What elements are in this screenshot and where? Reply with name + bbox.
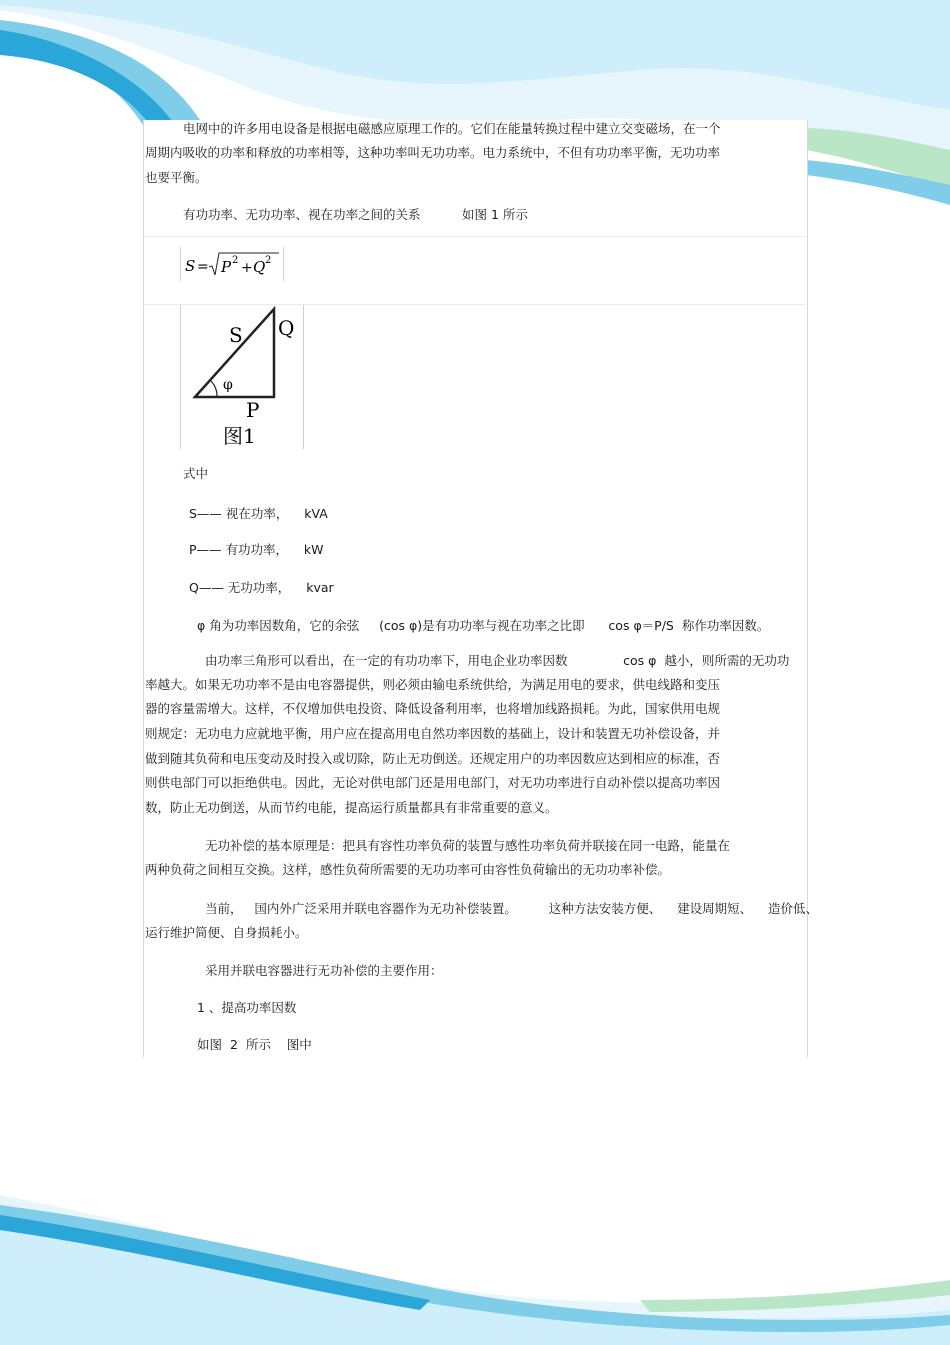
- divider: [143, 236, 806, 237]
- formula-equals: =: [197, 259, 209, 275]
- list-item: 1 、提高功率因数: [197, 1000, 297, 1015]
- label-q: Q: [278, 316, 295, 340]
- figure-caption: 图1: [223, 424, 256, 448]
- paragraph-line: 做到随其负荷和电压变动及时投入或切除，防止无功倒送。还规定用户的功率因数应达到相应的标准，否: [145, 751, 721, 766]
- formula-graphic: [181, 247, 283, 281]
- formula-plus: +: [241, 260, 253, 276]
- power-formula: [180, 247, 284, 281]
- paragraph-line: 则供电部门可以拒绝供电。因此，无论对供电部门还是用电部门，对无功功率进行自动补偿以提高功率因: [145, 775, 721, 790]
- figure-reference: 如图 2 所示 图中: [197, 1037, 312, 1052]
- formula-s: S: [185, 257, 196, 275]
- formula-p: P: [221, 258, 232, 276]
- phi-arc: [211, 381, 217, 397]
- label-phi: φ: [223, 377, 233, 393]
- paragraph-line: 周期内吸收的功率和释放的功率相等，这种功率叫无功功率。电力系统中，不但有功功率平衡，无功功率: [145, 145, 721, 160]
- power-factor-definition: φ 角为功率因数角，它的余弦 (cos φ)是有功功率与视在功率之比即 cos φ＝P/S 称作功率因数。: [197, 618, 770, 633]
- formula-exp-p: 2: [232, 255, 239, 266]
- paragraph-line: 率越大。如果无功功率不是由电容器提供，则必须由输电系统供给，为满足用电的要求，供电线路和变压: [145, 677, 721, 692]
- relation-text: 有功功率、无功功率、视在功率之间的关系: [183, 207, 421, 222]
- power-triangle-figure: [180, 305, 304, 449]
- paragraph-line: 电网中的许多用电设备是根据电磁感应原理工作的。它们在能量转换过程中建立交变磁场，在一个: [183, 121, 721, 136]
- paragraph-line: 器的容量需增大。这样，不仅增加供电投资、降低设备利用率，也将增加线路损耗。为此，国家供用电规: [145, 701, 721, 716]
- label-p: P: [246, 398, 260, 422]
- definition-q: Q—— 无功功率， kvar: [189, 580, 334, 595]
- label-s: S: [229, 323, 243, 347]
- paragraph-line: 则规定：无功电力应就地平衡，用户应在提高用电自然功率因数的基础上，设计和装置无功补偿设备，并: [145, 726, 721, 741]
- power-triangle-diagram: [181, 305, 303, 449]
- formula-legend-heading: 式中: [183, 466, 209, 481]
- paragraph-line: 无功补偿的基本原理是：把具有容性功率负荷的装置与感性功率负荷并联接在同一电路，能量在: [205, 838, 731, 853]
- figure-reference: 如图 1 所示: [462, 207, 528, 222]
- definition-p: P—— 有功功率， kW: [189, 542, 324, 557]
- paragraph-line: 两种负荷之间相互交换。这样，感性负荷所需要的无功功率可由容性负荷输出的无功功率补偿。: [145, 862, 671, 877]
- paragraph-line: 运行维护简便、自身损耗小。: [145, 925, 308, 940]
- paragraph-line: 也要平衡。: [145, 170, 208, 185]
- formula-exp-q: 2: [265, 255, 272, 266]
- section-heading: 采用并联电容器进行无功补偿的主要作用：: [205, 963, 443, 978]
- definition-s: S—— 视在功率， kVA: [189, 506, 328, 521]
- paragraph-line: 当前， 国内外广泛采用并联电容器作为无功补偿装置。 这种方法安装方便、 建设周期短、 造价低、: [205, 901, 818, 916]
- formula-q: Q: [253, 258, 266, 276]
- paragraph-line: 由功率三角形可以看出，在一定的有功功率下，用电企业功率因数 cos φ 越小，则所需的无功功: [205, 653, 790, 668]
- paragraph-line: 数，防止无功倒送，从而节约电能，提高运行质量都具有非常重要的意义。: [145, 800, 558, 815]
